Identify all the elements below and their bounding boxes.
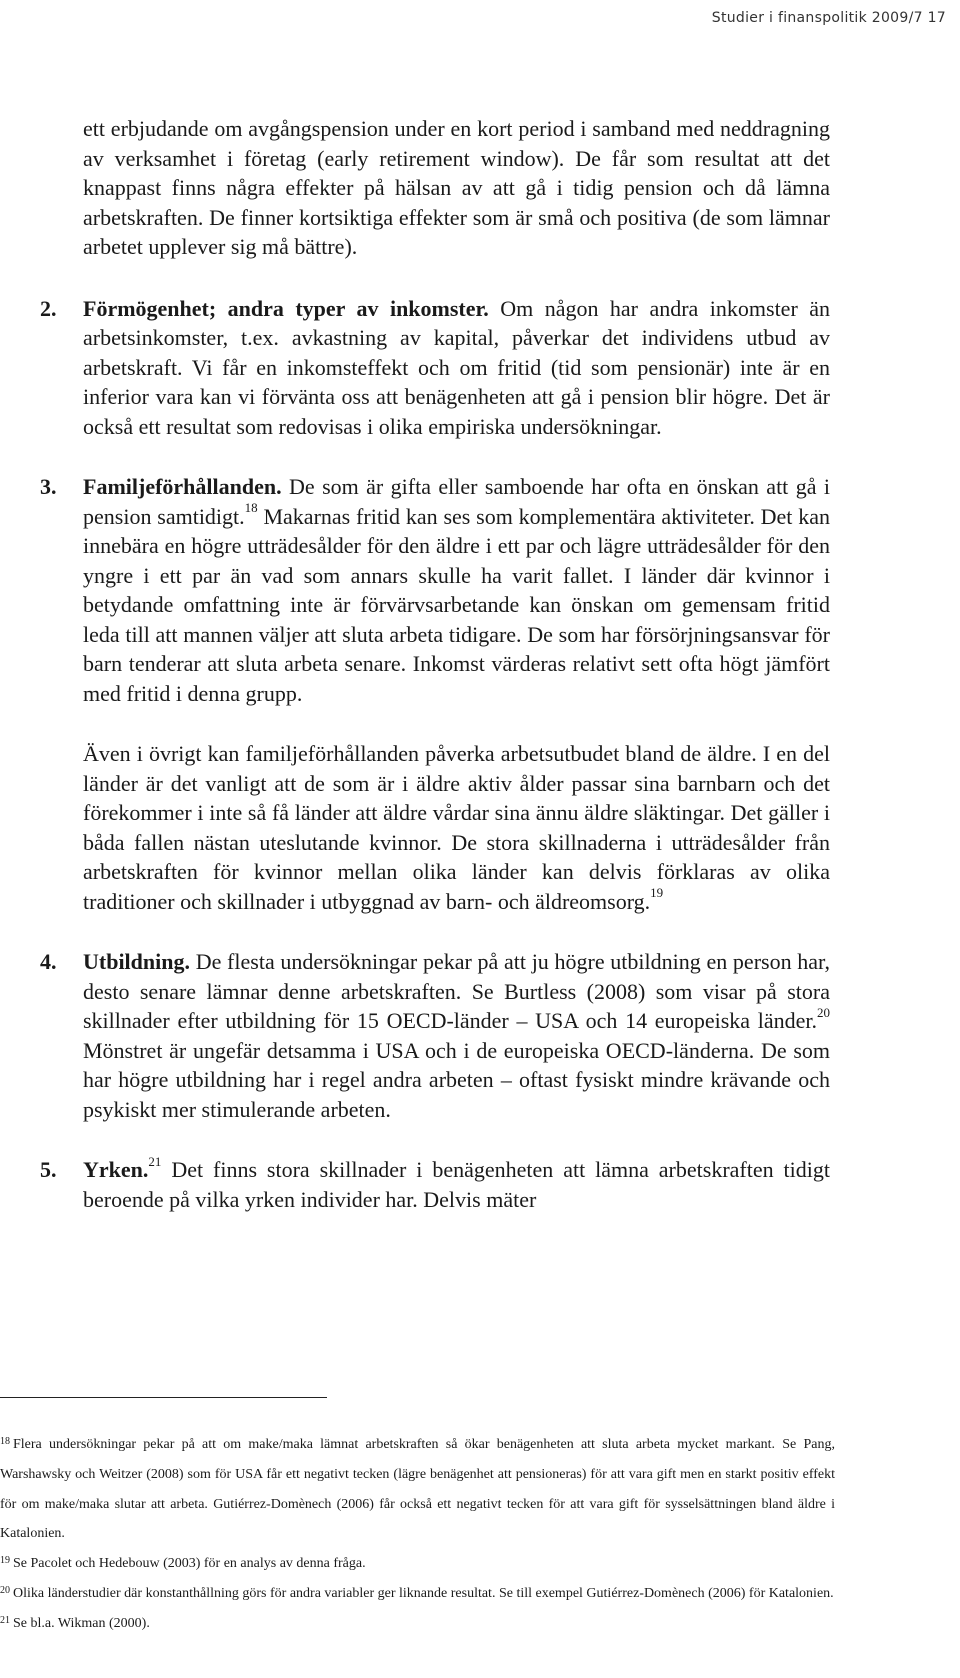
footnote-number: 20 (0, 1585, 10, 1597)
footnote (0, 1549, 835, 1579)
footnote-ref[interactable]: 20 (817, 1004, 830, 1020)
footnote (0, 1430, 835, 1549)
list-item-heading: Förmögenhet; andra typer av inkomster. (83, 295, 489, 321)
paragraph-text: Även i övrigt kan familjeförhållanden påverka arbetsutbudet bland de äldre. I en del länder är det vanligt att de som är i äldre aktiv ålder passar sina barnbarn och det förekommer i inte så få länder att äldre vårdar sina ännu äldre släktingar. Det gäller i båda fallen nästan uteslutande kvinnor. De stora skillnaderna i utträdesålder från arbetskraften för kvinnor mellan olika länder kan delvis förklaras av olika traditioner och skillnader i utbyggnad av barn- och äldreomsorg. (83, 741, 830, 914)
footnote-number: 18 (0, 1436, 10, 1447)
list-item-number: 4. (40, 949, 57, 974)
footnote-number: 21 (0, 1615, 10, 1627)
family-continuation-paragraph (83, 739, 830, 916)
list-item-text: De som är gifta eller samboende har ofta en önskan att gå i pension samtidigt. (83, 474, 830, 529)
list-item-text: De flesta undersökningar pekar på att ju högre utbildning en person har, desto senare lämnar denne arbetskraften. Se Burtless (2008) som visar på stora skillnader efter utbildning för 15 OECD-länder – USA och 14 europeiska länder. (83, 949, 830, 1033)
list-item-family (40, 472, 830, 708)
list-item-heading: Familjeförhållanden. (83, 474, 282, 499)
running-header: Studier i finanspolitik 2009/7 17 (711, 10, 946, 26)
body-text (40, 114, 830, 1214)
footnotes (0, 1430, 835, 1640)
footnote-text: Se bl.a. Wikman (2000). (13, 1616, 150, 1632)
footnote (0, 1579, 835, 1609)
list-item-text: Det finns stora skillnader i benägenheten att lämna arbetskraften tidigt beroende på vilka yrken individer har. Delvis mäter (83, 1157, 830, 1212)
footnote-separator (0, 1397, 327, 1398)
footnote-text: Se Pacolet och Hedebouw (2003) för en analys av denna fråga. (13, 1555, 366, 1571)
list-item-text: Mönstret är ungefär detsamma i USA och i de europeiska OECD-länderna. De som har högre utbildning har i regel andra arbeten – oftast fysiskt mindre krävande och psykiskt mer stimulerande arbeten. (83, 1037, 830, 1122)
footnote-ref[interactable]: 19 (650, 885, 664, 901)
intro-paragraph: ett erbjudande om avgångspension under en kort period i samband med neddragning av verksamhet i företag (early retirement window). De får som resultat att det knappast finns några effekter på hälsan av att gå i tidig pension och då lämna arbetskraften. De finner kortsiktiga effekter som är små och positiva (de som lämnar arbetet upplever sig må bättre). (83, 116, 830, 259)
footnote-text: Flera undersökningar pekar på att om make/maka lämnat arbetskraften så ökar benägenheten att sluta arbeta mycket markant. Se Pang, Warshawsky och Weitzer (2008) som för USA får ett negativt tecken (lägre benägenhet att pensioneras) för att vara gift men en starkt positiv effekt för om make/maka slutar att arbeta. Gutiérrez-Domènech (2006) får också ett negativt tecken för att vara gift för sysselsättningen bland äldre i Katalonien. (0, 1437, 835, 1542)
list-item-text: Makarnas fritid kan ses som komplementära aktiviteter. Det kan innebära en högre utträdesålder för den äldre i ett par och lägre utträdesålder för den yngre i ett par än vad som annars skulle ha varit fallet. I länder där kvinnor i betydande omfattning inte är förvärvsarbetande kan önskan om gemensam fritid leda till att mannen väljer att sluta arbeta tidigare. De som har försörjningsansvar för barn tenderar att sluta arbeta senare. Inkomst värderas relativt sett ofta högt jämfört med fritid i denna grupp. (83, 503, 830, 706)
footnote (0, 1609, 835, 1639)
list-item-occupation (40, 1153, 830, 1214)
footnote-number: 19 (0, 1554, 10, 1566)
footnote-ref[interactable]: 18 (244, 500, 258, 516)
list-item-heading: Yrken. (83, 1157, 149, 1182)
list-item-wealth (40, 294, 830, 442)
list-item-number: 2. (40, 295, 57, 321)
list-item-number: 5. (40, 1157, 57, 1182)
footnote-ref[interactable]: 21 (148, 1153, 162, 1169)
list-item-heading: Utbildning. (83, 949, 190, 974)
list-item-text: Om någon har andra inkomster än arbetsinkomster, t.ex. avkastning av kapital, påverkar det individens utbud av arbetskraft. Vi får en inkomsteffekt och om fritid (tid som pensionär) inte är en inferior vara kan vi förvänta oss att benägenheten att gå i pension blir högre. Det är också ett resultat som redovisas i olika empiriska undersökningar. (83, 295, 830, 439)
list-item-education (40, 947, 830, 1124)
list-item-number: 3. (40, 474, 57, 499)
footnote-text: Olika länderstudier där konstanthållning görs för andra variabler ger liknande resultat. Se till exempel Gutiérrez-Domènech (2006) för Katalonien. (13, 1586, 834, 1602)
